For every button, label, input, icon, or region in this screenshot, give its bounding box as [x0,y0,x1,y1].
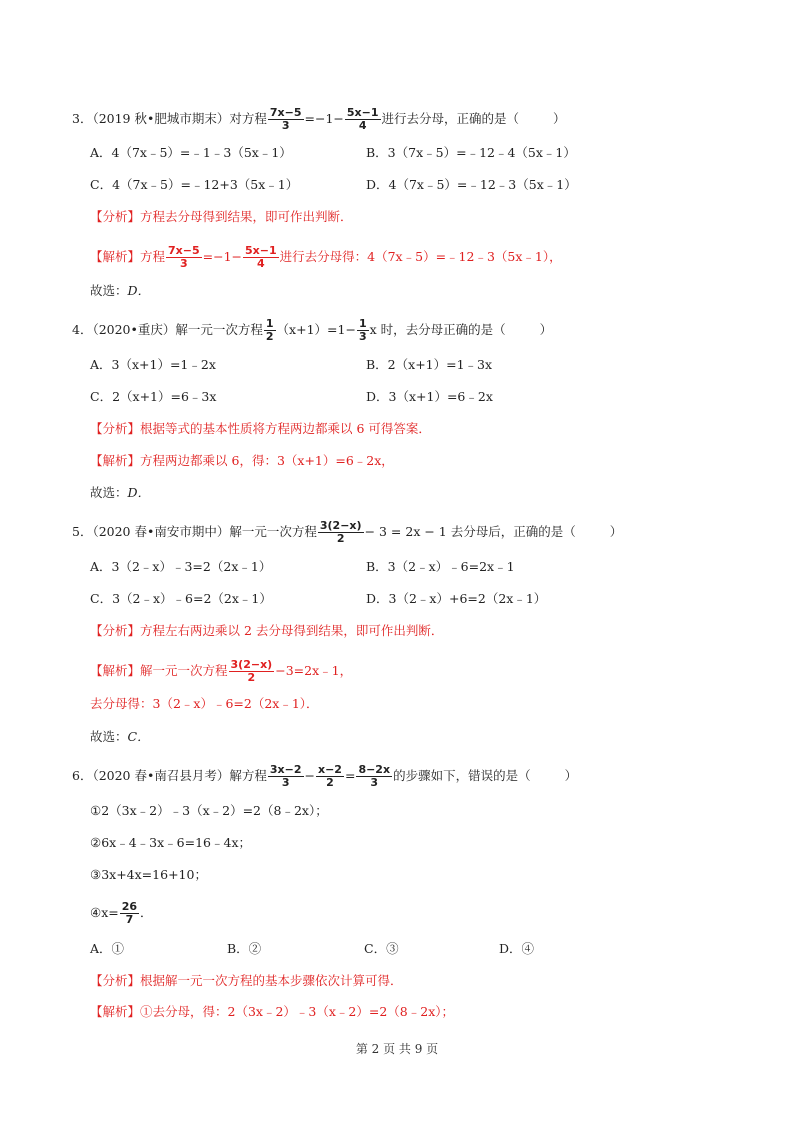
q6-step-3: ③3x+4x=16+10； [90,867,207,882]
q6-option-a: A．① [90,941,125,956]
q6-step-4: ④x= $\frac{26}{7}$ ． [90,900,153,926]
q6-step-2: ②6x﹣4﹣3x﹣6=16﹣4x； [90,835,251,850]
q3-solution-fraction-2: $\frac{5x-1}{4}$ [245,244,277,270]
q3-option-d: D．4（7x﹣5）=﹣12﹣3（5x﹣1） [366,177,577,192]
q6-analysis: 【分析】根据解一元一次方程的基本步骤依次计算可得． [90,973,403,988]
q6-option-b: B．② [227,941,262,956]
q5-analysis: 【分析】方程左右两边乘以 2 去分母得到结果，即可作出判断． [90,623,444,638]
q6-fraction-3: $\frac{8-2x}{3}$ [358,763,391,789]
q6-fraction-2: $\frac{x-2}{2}$ [317,763,342,789]
q6-fraction-1: $\frac{3x-2}{3}$ [269,763,302,789]
q3-analysis: 【分析】方程去分母得到结果，即可作出判断． [90,209,353,224]
page-footer: 第 2 页 共 9 页 [355,1042,439,1056]
q6-analysis-label: 【分析】 [90,973,141,988]
q5-answer: C． [127,729,150,744]
q3-fraction-2: $\frac{5x-1}{4}$ [346,106,379,132]
q3-stem: 3．（2019 秋•肥城市期末）对方程 $\frac{7x-5}{3}$ =−1− $\frac{5x-1}{4}$ 进行去分母，正确的是（ ） [72,106,566,132]
q3-conclusion: 故选：D． [90,283,151,298]
q4-option-d: D．3（x+1）=6﹣2x [366,389,493,404]
q5-solution-fraction-1: $\frac{3(2-x)}{2}$ [230,658,273,684]
q4-conclusion: 故选：D． [90,485,151,500]
q6-option-c: C．③ [364,941,399,956]
q3-solution-label: 【解析】 [90,249,141,264]
q5-solution: 【解析】解一元一次方程 $\frac{3(2-x)}{2}$ −3=2x﹣1， [90,658,353,684]
q4-analysis: 【分析】根据等式的基本性质将方程两边都乘以 6 可得答案． [90,421,431,436]
q3-analysis-label: 【分析】 [90,209,141,224]
q4-fraction-1: $\frac{1}{2}$ [265,317,274,343]
q4-stem-text: 4．（2020•重庆）解一元一次方程 [72,322,263,337]
q4-solution-label: 【解析】 [90,453,141,468]
q6-step4-fraction: $\frac{26}{7}$ [121,900,138,926]
q5-fraction-1: $\frac{3(2-x)}{2}$ [319,519,362,545]
q3-solution: 【解析】方程 $\frac{7x-5}{3}$ =−1− $\frac{5x-1}{4}$ 进行去分母得：4（7x﹣5）=﹣12﹣3（5x﹣1）， [90,244,562,270]
q6-stem-text: 6．（2020 春•南召县月考）解方程 [72,768,267,783]
q5-conclusion: 故选：C． [90,729,150,744]
q4-option-c: C．2（x+1）=6﹣3x [90,389,217,404]
q3-answer: D． [127,283,151,298]
q5-stem: 5．（2020 春•南安市期中）解一元一次方程 $\frac{3(2-x)}{2}$ − 3 = 2x − 1 去分母后，正确的是（ ） [72,519,623,545]
q3-option-a: A．4（7x﹣5）=﹣1﹣3（5x﹣1） [90,145,292,160]
q4-answer: D． [127,485,151,500]
q6-solution-label: 【解析】 [90,1004,141,1019]
q5-option-d: D．3（2﹣x）+6=2（2x﹣1） [366,591,547,606]
q5-solution-line-2: 去分母得：3（2﹣x）﹣6=2（2x﹣1）． [90,696,319,711]
q4-option-b: B．2（x+1）=1﹣3x [366,357,493,372]
q4-solution: 【解析】方程两边都乘以 6，得：3（x+1）=6﹣2x， [90,453,394,468]
q3-stem-text: 3．（2019 秋•肥城市期末）对方程 [72,111,267,126]
q3-solution-fraction-1: $\frac{7x-5}{3}$ [168,244,200,270]
q6-solution: 【解析】①去分母，得：2（3x﹣2）﹣3（x﹣2）=2（8﹣2x）； [90,1004,455,1019]
q4-fraction-2: $\frac{1}{3}$ [358,317,367,343]
q5-analysis-label: 【分析】 [90,623,141,638]
q3-fraction-1: $\frac{7x-5}{3}$ [269,106,302,132]
q6-option-d: D．④ [499,941,535,956]
q5-option-c: C．3（2﹣x）﹣6=2（2x﹣1） [90,591,272,606]
q6-stem: 6．（2020 春•南召县月考）解方程 $\frac{3x-2}{3}$ − $\frac{x-2}{2}$ = $\frac{8-2x}{3}$ 的步骤如下，错误的是（ ） [72,763,578,789]
q4-stem: 4．（2020•重庆）解一元一次方程 $\frac{1}{2}$ （x+1）=1− $\frac{1}{3}$ x 时，去分母正确的是（ ） [72,317,553,343]
q4-analysis-label: 【分析】 [90,421,141,436]
q5-solution-label: 【解析】 [90,663,141,678]
q5-stem-text: 5．（2020 春•南安市期中）解一元一次方程 [72,524,317,539]
q5-option-b: B．3（2﹣x）﹣6=2x﹣1 [366,559,515,574]
q3-option-b: B．3（7x﹣5）=﹣12﹣4（5x﹣1） [366,145,576,160]
q4-option-a: A．3（x+1）=1﹣2x [90,357,216,372]
q5-option-a: A．3（2﹣x）﹣3=2（2x﹣1） [90,559,272,574]
q3-option-c: C．4（7x﹣5）=﹣12+3（5x﹣1） [90,177,299,192]
q6-step-1: ①2（3x﹣2）﹣3（x﹣2）=2（8﹣2x）； [90,803,328,818]
